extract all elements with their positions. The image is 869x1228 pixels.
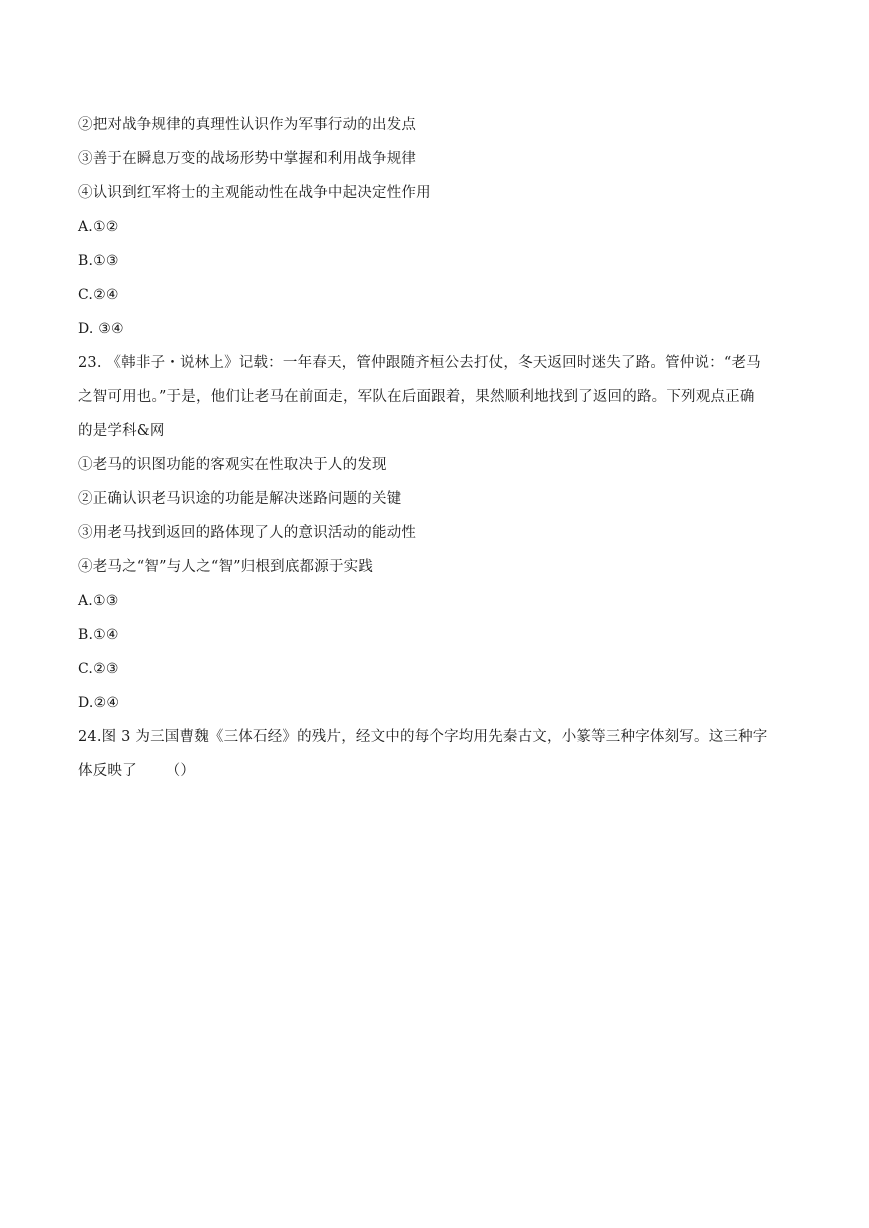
- q22-item-3: ③善于在瞬息万变的战场形势中掌握和利用战争规律: [78, 151, 417, 167]
- q24-stem-line-1: 24.图 3 为三国曹魏《三体石经》的残片，经文中的每个字均用先秦古文，小篆等三种字体刻写。这三种字: [78, 729, 768, 745]
- q23-option-c: C.②③: [78, 661, 119, 677]
- q22-option-a: A.①②: [78, 219, 119, 235]
- q23-item-2: ②正确认识老马识途的功能是解决迷路问题的关键: [78, 491, 402, 507]
- q23-option-d: D.②④: [78, 695, 120, 711]
- q22-item-4: ④认识到红军将士的主观能动性在战争中起决定性作用: [78, 185, 431, 201]
- q24-stem-line-2: 体反映了 （）: [78, 763, 196, 779]
- q23-stem-line-2: 之智可用也。”于是，他们让老马在前面走，军队在后面跟着，果然顺利地找到了返回的路。下列观点正确: [78, 389, 755, 405]
- q23-option-a: A.①③: [78, 593, 119, 609]
- q22-option-b: B.①③: [78, 253, 119, 269]
- q23-stem-line-1: 23. 《韩非子・说林上》记载：一年春天，管仲跟随齐桓公去打仗，冬天返回时迷失了路。管仲说：“老马: [78, 355, 761, 371]
- q23-option-b: B.①④: [78, 627, 119, 643]
- q23-item-4: ④老马之“智”与人之“智”归根到底都源于实践: [78, 559, 374, 575]
- q23-stem-line-3: 的是学科&网: [78, 423, 165, 439]
- q23-item-3: ③用老马找到返回的路体现了人的意识活动的能动性: [78, 525, 417, 541]
- q22-option-c: C.②④: [78, 287, 119, 303]
- q22-option-d: D. ③④: [78, 321, 124, 337]
- q22-item-2: ②把对战争规律的真理性认识作为军事行动的出发点: [78, 117, 417, 133]
- page-content: [78, 108, 798, 788]
- q23-item-1: ①老马的识图功能的客观实在性取决于人的发现: [78, 457, 387, 473]
